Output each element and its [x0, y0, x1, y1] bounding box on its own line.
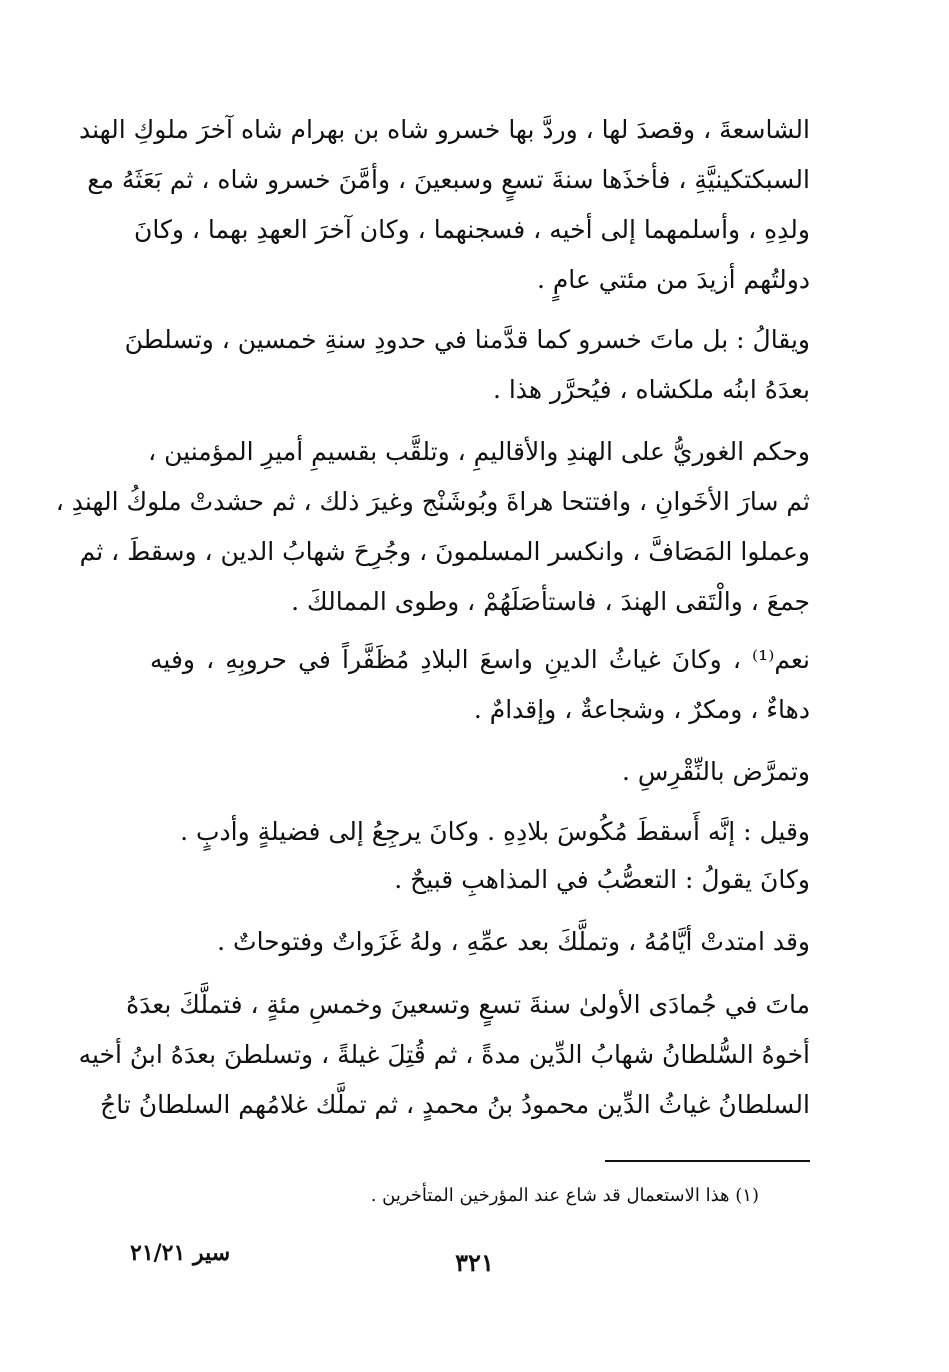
footnote-separator [605, 1160, 810, 1162]
text-line: ثم سارَ الأخَوانِ ، وافتتحا هراةَ وبُوشَنْج وغيرَ ذلك ، ثم حشدتْ ملوكُ الهندِ ، [55, 487, 810, 516]
text-line: دولتُهم أزيدَ من مئتي عامٍ . [536, 265, 810, 294]
text-line: أخوهُ السُّلطانُ شهابُ الدِّين مدةً ، ثم قُتِلَ غيلةً ، وتسلطنَ بعدَهُ ابنُ أخيه [78, 1040, 810, 1069]
text-line: ماتَ في جُمادَى الأولىٰ سنةَ تسعٍ وتسعينَ وخمسِ مئةٍ ، فتملَّكَ بعدَهُ [126, 990, 810, 1019]
text-line: وقيل : إنَّه أَسقطَ مُكُوسَ بلادِهِ . وكانَ يرجِعُ إلى فضيلةٍ وأدبٍ . [180, 817, 810, 846]
footnote: (١) هذا الاستعمال قد شاع عند المؤرخين المتأخرين . [370, 1185, 759, 1206]
text-line: السبكتكينيَّةِ ، فأخذَها سنةَ تسعٍ وسبعينَ ، وأمَّنَ خسرو شاه ، ثم بَعَثَهُ مع [87, 165, 810, 194]
main-text [55, 0, 810, 1140]
page-number: ٣٢١ [455, 1248, 494, 1277]
text-line: وقد امتدتْ أيَّامُهُ ، وتملَّكَ بعد عمِّهِ ، ولهُ غَزَواتٌ وفتوحاتٌ . [217, 927, 810, 956]
text-line: وحكم الغوريُّ على الهندِ والأقاليمِ ، وتلقَّب بقسيمِ أميرِ المؤمنين ، [148, 437, 810, 466]
text-line: الشاسعةَ ، وقصدَ لها ، وردَّ بها خسرو شاه بن بهرام شاه آخرَ ملوكِ الهند [78, 115, 810, 144]
text-line: نعم⁽¹⁾ ، وكانَ غياثُ الدينِ واسعَ البلادِ مُظَفَّراً في حروبِهِ ، وفيه [150, 645, 810, 674]
text-line: ولدِهِ ، وأسلمهما إلى أخيه ، فسجنهما ، وكان آخرَ العهدِ بهما ، وكانَ [134, 215, 810, 244]
printer-signature: سير ٢١/٢١ [130, 1240, 231, 1266]
text-line: جمعَ ، والْتَقى الهندَ ، فاستأصَلَهُمْ ، وطوى الممالكَ . [291, 587, 810, 616]
text-line: بعدَهُ ابنُه ملكشاه ، فيُحرَّر هذا . [492, 375, 810, 404]
text-line: ويقالُ : بل ماتَ خسرو كما قدَّمنا في حدودِ سنةِ خمسين ، وتسلطنَ [124, 325, 810, 354]
text-line: وكانَ يقولُ : التعصُّبُ في المذاهبِ قبيحٌ . [394, 865, 810, 894]
text-line: السلطانُ غياثُ الدِّين محمودُ بنُ محمدٍ ، ثم تملَّك غلامُهم السلطانُ تاجُ [100, 1090, 810, 1119]
text-line: وتمرَّض بالنِّقْرِسِ . [621, 757, 810, 786]
text-line: وعملوا المَصَافَّ ، وانكسر المسلمونَ ، وجُرِحَ شهابُ الدين ، وسقطَ ، ثم [79, 537, 810, 566]
text-line: دهاءٌ ، ومكرٌ ، وشجاعةٌ ، وإقدامٌ . [473, 695, 810, 724]
